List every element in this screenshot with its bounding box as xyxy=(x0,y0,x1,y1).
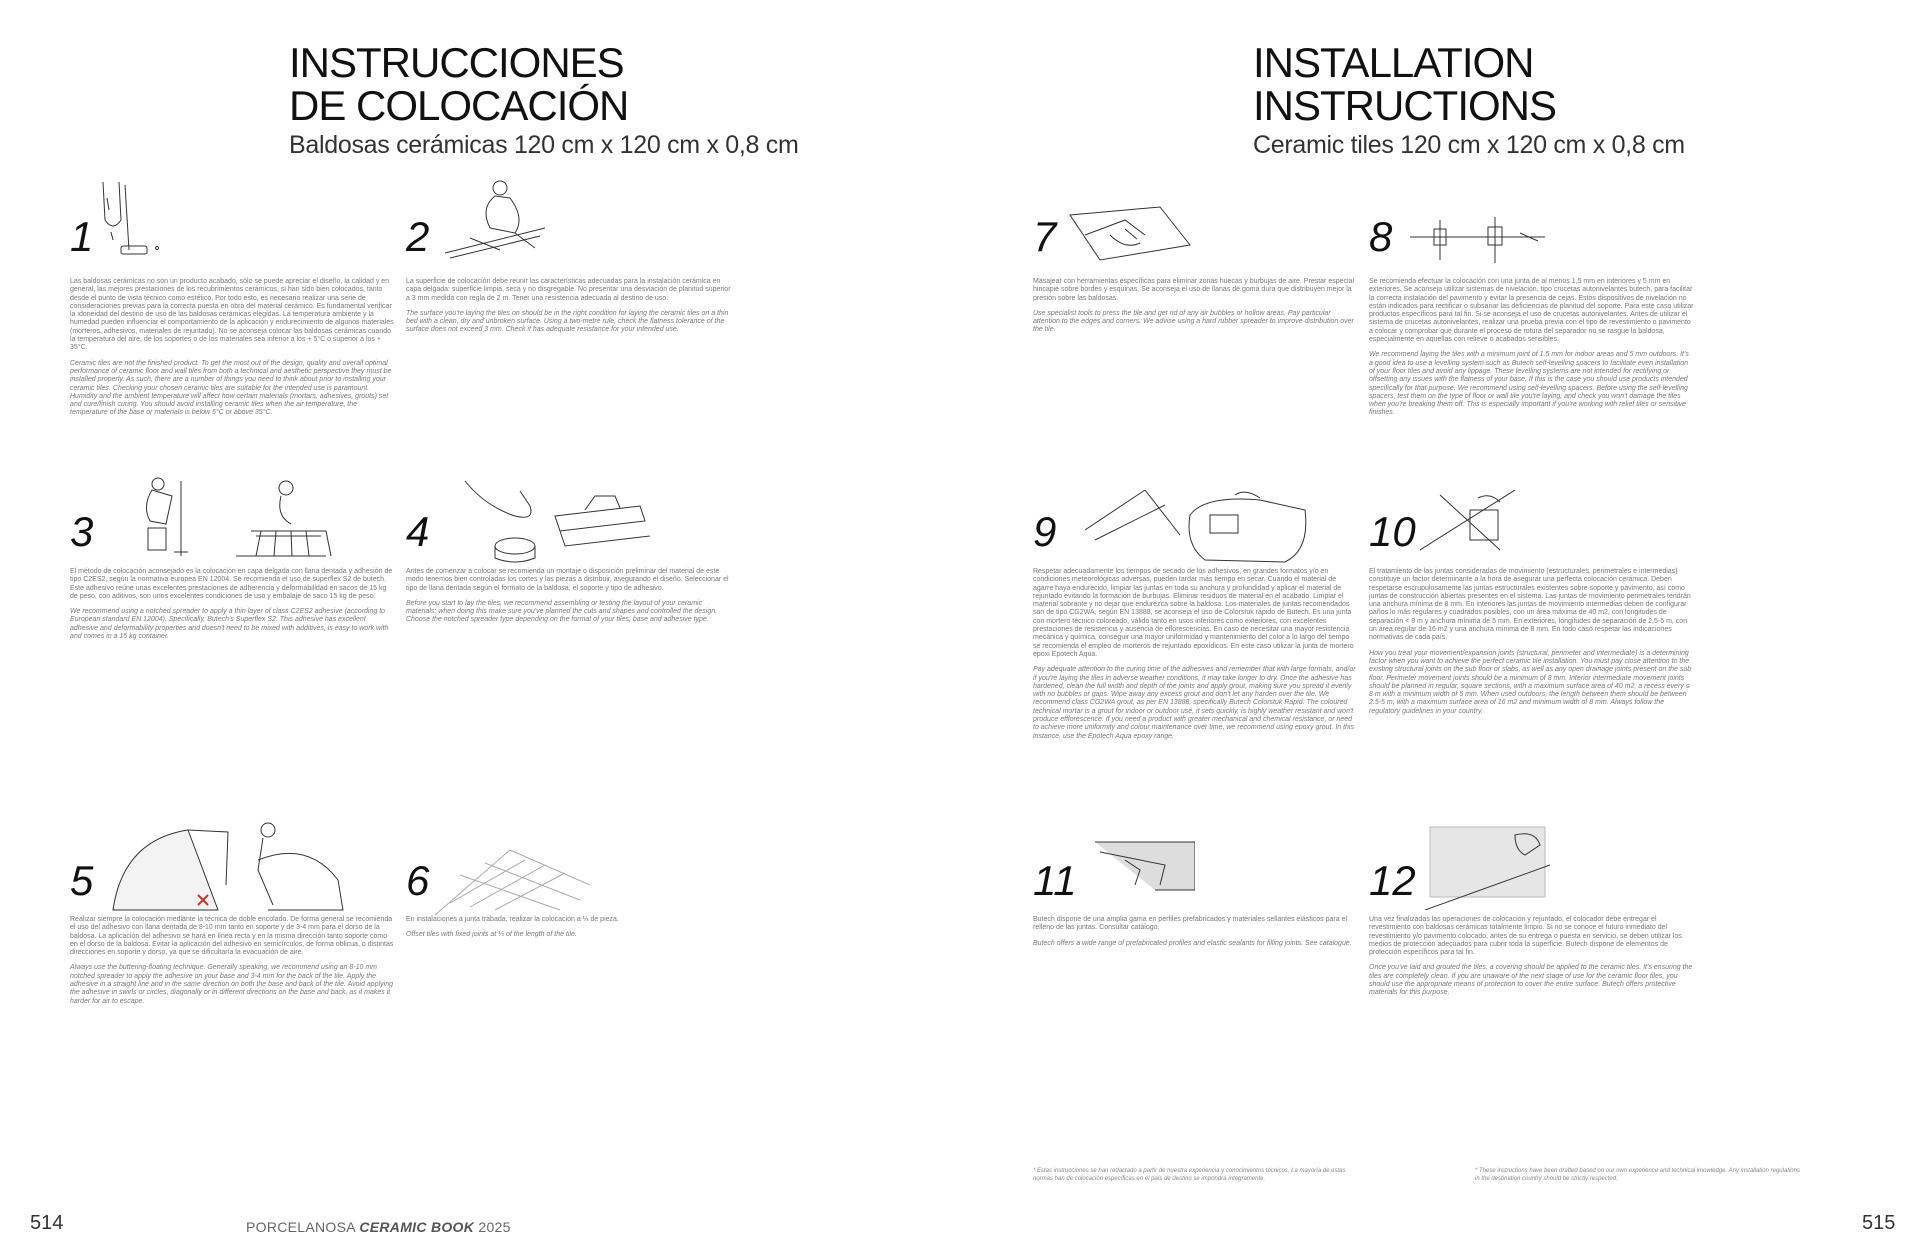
step-text-8 xyxy=(1369,278,1694,425)
footnote-en: * These instructions have been drafted based on our own experience and technical knowledge. Any installation regulations in the destination country should be strictly respected. xyxy=(1475,1168,1800,1182)
step-number-7: 7 xyxy=(1033,213,1057,260)
right-title xyxy=(1253,41,1556,127)
step-number-3: 3 xyxy=(70,508,94,555)
step-text-1 xyxy=(70,278,395,425)
illustration-step-5 xyxy=(108,820,348,915)
footer-brand xyxy=(246,1219,511,1235)
footer-book-name: CERAMIC BOOK xyxy=(359,1219,475,1235)
step-8-en: We recommend laying the tiles with a minimum joint of 1.5 mm for indoor areas and 5 mm outdoors. It's a good idea to use a levelling system such as Butech self-levelling spacers to facilitate even installation of your floor tiles and avoid any lippage. These levelling systems are not intended for rectifying or offsetting any issues with the flatness of your base. If this is the case you should use products intended specifically for that purpose. We recommend using self-levelling spacers. Before using the self-levelling spacers, test them on the type of floor or wall tile you're laying, and check you won't damage the tiles when you're breaking them off. This is especially important if you're working with relief tiles or sensitive finishes. xyxy=(1369,351,1689,417)
step-number-11: 11 xyxy=(1033,857,1077,904)
illustration-step-10 xyxy=(1420,490,1515,555)
step-number-8: 8 xyxy=(1369,213,1393,260)
step-2-es: La superficie de colocación debe reunir las características adecuadas para la instalación cerámica en capa delgada: superficie limpia, seca y no disgregable. No presentar una desviación de planitud superior a 3 mm medida con regla de 2 m. Tener una resistencia adecuada al destino de uso. xyxy=(406,278,731,302)
step-6-es: En instalaciones a junta trabada, realizar la colocación a ⅓ de pieza. xyxy=(406,916,619,923)
step-number-9: 9 xyxy=(1033,508,1057,555)
step-number-12: 12 xyxy=(1369,857,1416,904)
step-text-7 xyxy=(1033,278,1358,342)
step-3-en: We recommend using a notched spreader to apply a thin layer of class C2ES2 adhesive (according to European standard EN 12004). Specifically, Butech's Superflex S2. This adhesive has excellent adhesive and deformability properties and doesn't need to be mixed with additives, is easy to work with and comes in a 15 kg container. xyxy=(70,608,389,641)
illustration-step-6 xyxy=(430,845,590,915)
step-text-9 xyxy=(1033,568,1358,748)
footnote-es: * Estas instrucciones se han redactado a partir de nuestra experiencia y conocimientos técnicos. La mayoría de estas normas han de colocación específicas en el país de destino se impondrá íntegramente. xyxy=(1033,1168,1346,1182)
illustration-step-2 xyxy=(440,178,550,263)
step-10-en: How you treat your movement/expansion joints (structural, perimeter and intermediate) is a determining factor when you want to achieve the perfect ceramic tile installation. You must pay close attention to the existing structural joints on the sub floor or slabs, as well as any open drainage joints present on the sub floor. Perimeter movement joints should be a minimum of 8 mm. Interior intermediate movement joints should be planned in regular, square sections, with a maximum surface area of 40 m2, a recess every ≤ 8 m with a minimum width of 5 mm. When used outdoors, the length between them should be between 2.5-5 m, with a maximum surface area of 16 m2 and minimum width of 8 mm. Always follow the regulatory guidelines in your country. xyxy=(1369,649,1692,715)
page-number-right: 515 xyxy=(1862,1212,1896,1234)
step-1-es: Las baldosas cerámicas no son un producto acabado, sólo se puede apreciar el diseño, la calidad y en general, las mejores prestaciones de los recubrimientos cerámicos, si han sido bien colocados, tanto desde el punto de vista técnico como estético. Por todo esto, es necesario realizar una serie de consideraciones previas para la correcta puesta en obra del material cerámico. Es fundamental verificar la idoneidad del destino de uso de las baldosas cerámicas elegidas. La temperatura ambiente y la humedad pueden influenciar el comportamiento de la aplicación y endurecimiento de algunos materiales (morteros, adhesivos, materiales de rejuntado). No se aconseja colocar las baldosas cerámicas cuando la temperatura del aire, de los soportes o de los materiales sea inferior a los + 5°C o superior a los + 35°C. xyxy=(70,278,394,352)
step-11-es: Butech dispone de una amplia gama en perfiles prefabricados y materiales sellantes elásticos para el relleno de las juntas. Consultar catálogo. xyxy=(1033,916,1348,932)
step-number-5: 5 xyxy=(70,857,94,904)
page-number-left: 514 xyxy=(30,1212,64,1234)
step-7-en: Use specialist tools to press the tile and get rid of any air bubbles or hollow areas. Pay particular attention to the edges and corners. We advise using a hard rubber spreader to improve distribution over the tile. xyxy=(1033,309,1354,334)
step-2-en: The surface you're laying the tiles on should be in the right condition for laying the ceramic tiles on a thin bed with a clean, dry and unbroken surface. Using a two-metre rule, check the flatness tolerance of the surface does not exceed 3 mm. Check it has adequate resistance for your intended use. xyxy=(406,309,729,334)
step-12-es: Una vez finalizadas las operaciones de colocación y rejuntado, el colocador debe entregar el revestimiento con baldosas cerámicas totalmente limpio. Si no se conoce el futuro inmediato del revestimiento y/o pavimento colocado, antes de su entrega o puesta en servicio, se deben utilizar los medios de protección adecuados para cubrir toda la superficie. Butech dispone de elementos de protección específicos para tal fin. xyxy=(1369,916,1682,957)
left-title-line1: INSTRUCCIONES xyxy=(289,39,624,86)
step-text-2 xyxy=(406,278,731,342)
step-12-en: Once you've laid and grouted the tiles, a covering should be applied to the ceramic tiles. It's ensuring the tiles are completely clean. If you are unaware of the next stage of use for the ceramic floor tiles, you should use the appropriate means of protection to cover the entire surface. Butech offers protective materials for this purpose. xyxy=(1369,964,1693,997)
step-4-es: Antes de comenzar a colocar se recomienda un montaje o disposición preliminar del material de este modo tenemos bien controladas los cortes y las piezas a distribuir, asegurando el diseño. Seleccionar el tipo de llana dentada según el formato de la baldosa, el soporte y tipo de adhesivo. xyxy=(406,568,729,592)
illustration-step-7 xyxy=(1065,205,1195,275)
illustration-step-4 xyxy=(455,476,650,566)
step-text-6 xyxy=(406,916,731,947)
step-5-en: Always use the buttering-floating technique. Generally speaking, we recommend using an 8-10 mm notched spreader to apply the adhesive on your base and 3-4 mm for the back of the tile. Apply the adhesive in a straight line and in the same direction on both the base and back of the tile. Avoid applying the adhesive in swirls or circles, diagonally or in different directions on the base and back, as it makes it harder for air to escape. xyxy=(70,964,393,1005)
illustration-step-12 xyxy=(1425,825,1550,910)
illustration-step-3 xyxy=(126,476,336,561)
left-subtitle: Baldosas cerámicas 120 cm x 120 cm x 0,8 cm xyxy=(289,131,799,159)
step-text-10 xyxy=(1369,568,1694,723)
step-text-4 xyxy=(406,568,731,632)
illustration-step-1 xyxy=(95,180,195,260)
step-text-11 xyxy=(1033,916,1358,955)
step-text-3 xyxy=(70,568,395,648)
footer-brand-name: PORCELANOSA xyxy=(246,1219,356,1235)
step-11-en: Butech offers a wide range of prefabricated profiles and elastic sealants for filling joints. See catalogue. xyxy=(1033,939,1352,947)
step-10-es: El tratamiento de las juntas consideradas de movimiento (estructurales, perimetrales e intermedias) constituye un factor determinante a la hora de asegurar una perfecta colocación cerámica. Deben respetarse escrupulosamente las juntas estructurales existentes sobre soporte y pavimento, así como juntas de construcción abiertas presentes en el sistema. Las juntas de movimiento perimetrales tendrán una anchura mínima de 8 mm. En interiores las juntas de movimiento intermedias deben de configurar paños lo más regulares y cuadrados posibles, con un área máxima de 40 m2, con longitudes de separación < 8 m y anchura mínima de 5 mm. En exteriores, longitudes de separación de 2,5-5 m, con un área regular de 16 m2 y una anchura mínima de 8 mm. En todo caso respetar las indicaciones normativas de cada país. xyxy=(1369,568,1691,642)
step-4-en: Before you start to lay the tiles, we recommend assembling or testing the layout of your ceramic materials: when doing this make sure you've planned the cuts and shapes and controlled the design. Choose the notched spreader type depending on the format of your tiles, base and adhesive type. xyxy=(406,599,718,624)
step-text-5 xyxy=(70,916,395,1013)
illustration-step-8 xyxy=(1410,215,1545,270)
right-title-line2: INSTRUCTIONS xyxy=(1253,82,1556,129)
right-title-line1: INSTALLATION xyxy=(1253,39,1534,86)
footer-year: 2025 xyxy=(478,1219,511,1235)
step-7-es: Masajear con herramientas específicas para eliminar zonas huecas y burbujas de aire. Prestar especial hincapié sobre bordes y esquinas. Se aconseja el uso de llanas de goma dura que distribuyen mejor la presión sobre las baldosas. xyxy=(1033,278,1354,302)
step-number-1: 1 xyxy=(70,213,94,260)
step-9-es: Respetar adecuadamente los tiempos de secado de los adhesivos, en grandes formatos y/o en condiciones meteorológicas adversas, pueden tardar más tiempo en secar. Cuando el material de agarre haya endurecido, limpiar las juntas en toda su anchura y profundidad y aplicar el material de rejuntado evitando la formación de burbujas. Eliminar residuos de material en el acabado. Limpiar el material sobrante y no dejar que endurezca sobre la baldosa. Los materiales de juntas recomendados son de tipo CG2WA, según EN 13888, se aconseja el uso de Colorstuk rápido de Butech. Es una junta con mortero técnico coloreado, válido tanto en usos interiores como exteriores, con excelentes prestaciones de resistencia y ausencia de eflorescencias. En caso de necesitar una mayor resistencia mecánica y química, conseguir una mayor uniformidad y mantenimiento del color a lo largo del tiempo se recomienda el empleo de morteros de rejuntado epoxídicos. En este caso utilizar la junta de mortero epoxi Epotech Aqua. xyxy=(1033,568,1354,658)
illustration-step-11 xyxy=(1095,840,1195,900)
step-1-en: Ceramic tiles are not the finished product. To get the most out of the design, quality and overall optimal performance of ceramic floor and wall tiles from both a technical and aesthetic perspective they must be installed properly. As such, there are a number of things you need to think about prior to installing your ceramic tiles. Checking your chosen ceramic tiles are suitable for the intended use is paramount. Humidity and the ambient temperature will affect how certain materials (mortars, adhesives, grouts) set and cure/finish curing. You should avoid installing ceramic tiles when the air temperature, the temperature of the base or materials is below 5°C or above 35°C. xyxy=(70,359,392,417)
step-6-en: Offset tiles with fixed joints at ⅓ of the length of the tile. xyxy=(406,931,577,939)
left-title xyxy=(289,41,628,127)
right-subtitle: Ceramic tiles 120 cm x 120 cm x 0,8 cm xyxy=(1253,131,1685,159)
step-text-12 xyxy=(1369,916,1694,1005)
step-3-es: El método de colocación aconsejado es la colocación en capa delgada con llana dentada y adhesión de tipo C2ES2, según la normativa europea EN 12004. Se recomienda el uso de superflex S2 de butech. Este adhesivo reúne unas excelentes prestaciones de adherencia y deformabilidad en sacos de 15 kg de peso, con aditivos, son unos excelentes condiciones de uso y embalaje de saco 15 kg de peso. xyxy=(70,568,393,600)
step-number-10: 10 xyxy=(1369,508,1416,555)
step-5-es: Realizar siempre la colocación mediante la técnica de doble encolado. De forma general se recomienda el uso del adhesivo con llana dentada de 8-10 mm tanto en soporte y de 3-4 mm para el dorso de la baldosa. La aplicación del adhesivo se hará en línea recta y en la misma dirección tanto soporte como en el dorso de la baldosa. Evitar la aplicación del adhesivo en semicírculos, de forma oblicua, o distintas direcciones en soporte y dorso, ya que se dificultaría la evacuación de aire. xyxy=(70,916,394,957)
step-number-2: 2 xyxy=(406,213,430,260)
step-9-en: Pay adequate attention to the curing time of the adhesives and remember that with large formats, and/or if you're laying the tiles in adverse weather conditions, it may take longer to dry. Once the adhesive has hardened, clean the full width and depth of the joints and apply grout, making sure you spread it evenly with no bubbles or gaps. Wipe away any excess grout and don't let any harden over the tile. We recommend class CG2WA grout, as per EN 13888, specifically Butech Colorstuk Rapid. The coloured technical mortar is a grout for indoor or outdoor use, it sets quickly, is highly weather resistant and won't produce efflorescence. If you need a product with greater mechanical and chemical resistance, or need to achieve more uniformity and colour maintenance over time, we recommend using epoxy grout. In this instance, use the Epotech Aqua epoxy range. xyxy=(1033,666,1356,740)
illustration-step-9 xyxy=(1085,490,1315,575)
step-8-es: Se recomienda efectuar la colocación con una junta de al menos 1,5 mm en interiores y 5 mm en exteriores. Se aconseja utilizar sistemas de nivelación, tipo crucetas autonivelantes butech, para facilitar la correcta instalación del pavimento y evitar la presencia de cejas. Estos dispositivos de nivelación no están indicados para rectificar o subsanar las deficiencias de planitud del soporte. Para este caso utilizar productos específicos para tal fin. Si se aconseja el uso de crucetas autonivelantes. Antes de utilizar el sistema de crucetas autonivelantes, realizar una prueba previa con el tipo de revestimiento o pavimento a colocar y comprobar que durante el proceso de rotura del separador no se rasgue la baldosa, especialmente en aquellas con relieve o acabados sensibles. xyxy=(1369,278,1694,344)
step-number-4: 4 xyxy=(406,508,430,555)
step-number-6: 6 xyxy=(406,857,430,904)
left-title-line2: DE COLOCACIÓN xyxy=(289,82,629,129)
